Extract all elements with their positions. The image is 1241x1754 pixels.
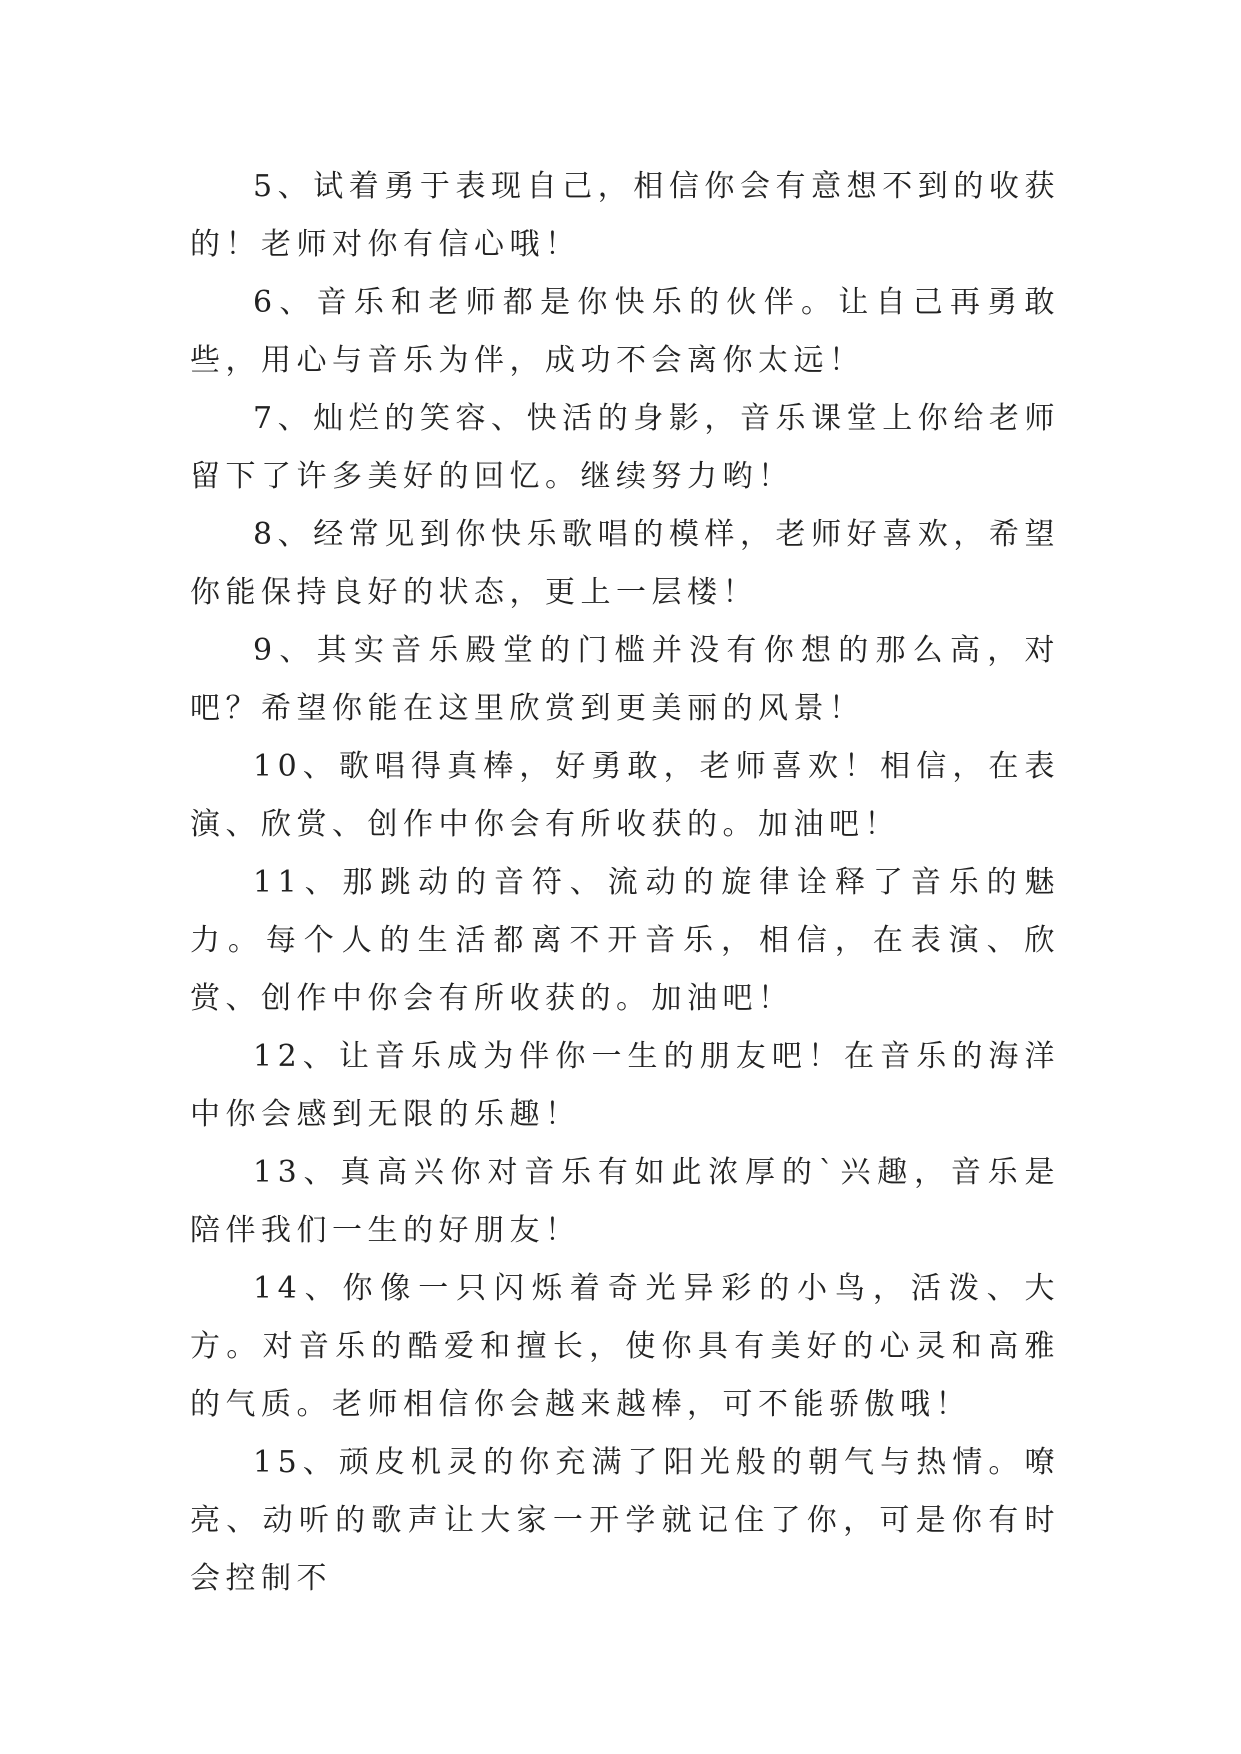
comment-paragraph-10: 10、歌唱得真棒，好勇敢，老师喜欢！相信，在表演、欣赏、创作中你会有所收获的。加油吧！ (190, 749, 1060, 842)
comment-paragraph-15: 15、顽皮机灵的你充满了阳光般的朝气与热情。嘹亮、动听的歌声让大家一开学就记住了你，可是你有时会控制不 (190, 1445, 1060, 1596)
comment-paragraph-11: 11、那跳动的音符、流动的旋律诠释了音乐的魅力。每个人的生活都离不开音乐，相信，在表演、欣赏、创作中你会有所收获的。加油吧！ (190, 865, 1060, 1016)
comment-paragraph-13: 13、真高兴你对音乐有如此浓厚的`兴趣，音乐是陪伴我们一生的好朋友！ (190, 1155, 1060, 1248)
comment-paragraph-14: 14、你像一只闪烁着奇光异彩的小鸟，活泼、大方。对音乐的酷爱和擅长，使你具有美好的心灵和高雅的气质。老师相信你会越来越棒，可不能骄傲哦！ (190, 1271, 1060, 1422)
comment-paragraph-8: 8、经常见到你快乐歌唱的模样，老师好喜欢，希望你能保持良好的状态，更上一层楼！ (190, 517, 1060, 610)
comment-paragraph-9: 9、其实音乐殿堂的门槛并没有你想的那么高，对吧？希望你能在这里欣赏到更美丽的风景！ (190, 633, 1060, 726)
comment-paragraph-6: 6、音乐和老师都是你快乐的伙伴。让自己再勇敢些，用心与音乐为伴，成功不会离你太远！ (190, 285, 1060, 378)
comment-paragraph-12: 12、让音乐成为伴你一生的朋友吧！在音乐的海洋中你会感到无限的乐趣！ (190, 1039, 1060, 1132)
comment-paragraph-7: 7、灿烂的笑容、快活的身影，音乐课堂上你给老师留下了许多美好的回忆。继续努力哟！ (190, 401, 1060, 494)
document-body (190, 158, 1060, 1608)
comment-paragraph-5: 5、试着勇于表现自己，相信你会有意想不到的收获的！老师对你有信心哦！ (190, 169, 1060, 262)
